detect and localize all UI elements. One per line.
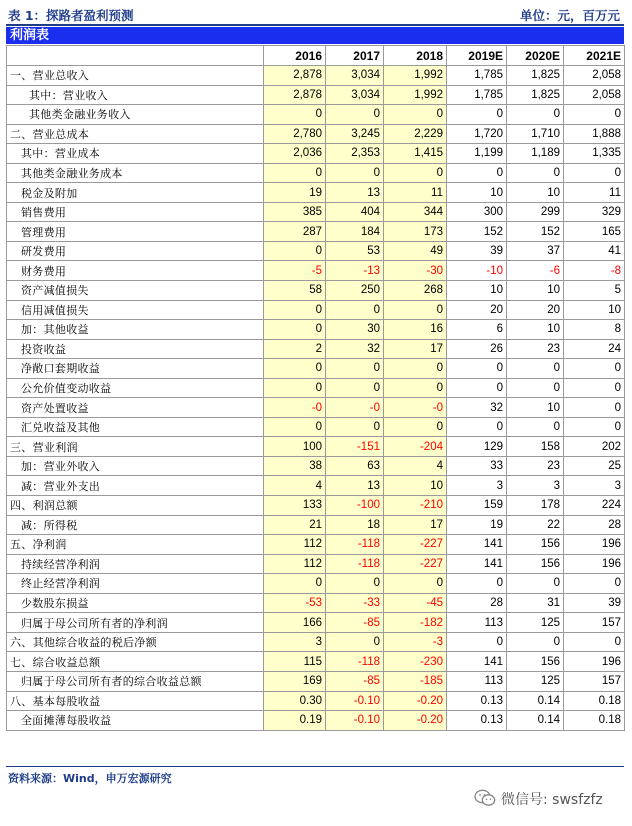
value-cell: 224 (564, 496, 625, 516)
value-cell: 0.19 (264, 711, 326, 731)
table-row (7, 417, 625, 437)
value-cell: -30 (384, 261, 447, 281)
value-cell: 0 (384, 359, 447, 379)
value-cell: 3 (447, 476, 507, 496)
row-label: 投资收益 (7, 339, 264, 359)
value-cell: 0 (326, 632, 384, 652)
value-cell: 8 (564, 320, 625, 340)
table-row (7, 456, 625, 476)
value-cell: -0.20 (384, 691, 447, 711)
value-cell: 20 (447, 300, 507, 320)
value-cell: 0.14 (507, 691, 564, 711)
value-cell: 0 (326, 300, 384, 320)
source-note: 资料来源：Wind，申万宏源研究 (8, 772, 172, 785)
value-cell: 202 (564, 437, 625, 457)
value-cell: 125 (507, 671, 564, 691)
value-cell: 141 (447, 535, 507, 555)
value-cell: 329 (564, 202, 625, 222)
value-cell: 0 (447, 163, 507, 183)
row-label: 加：营业外收入 (7, 456, 264, 476)
row-label: 减：所得税 (7, 515, 264, 535)
value-cell: 17 (384, 515, 447, 535)
row-label: 四、利润总额 (7, 496, 264, 516)
table-row (7, 535, 625, 555)
table-row (7, 241, 625, 261)
value-cell: 0 (384, 378, 447, 398)
value-cell: 1,825 (507, 85, 564, 105)
value-cell: 0 (564, 398, 625, 418)
value-cell: -227 (384, 554, 447, 574)
value-cell: 133 (264, 496, 326, 516)
value-cell: 404 (326, 202, 384, 222)
table-row (7, 378, 625, 398)
value-cell: 1,720 (447, 124, 507, 144)
value-cell: 0 (384, 163, 447, 183)
value-cell: -3 (384, 632, 447, 652)
table-row (7, 691, 625, 711)
row-label: 研发费用 (7, 241, 264, 261)
value-cell: 0 (264, 105, 326, 125)
table-row (7, 711, 625, 731)
value-cell: 0 (507, 359, 564, 379)
value-cell: 157 (564, 671, 625, 691)
value-cell: -151 (326, 437, 384, 457)
value-cell: 113 (447, 671, 507, 691)
value-cell: 26 (447, 339, 507, 359)
value-cell: -182 (384, 613, 447, 633)
value-cell: 196 (564, 554, 625, 574)
wechat-icon (474, 789, 496, 807)
value-cell: 31 (507, 593, 564, 613)
value-cell: 0 (447, 359, 507, 379)
value-cell: 0.13 (447, 711, 507, 731)
table-row (7, 554, 625, 574)
value-cell: 41 (564, 241, 625, 261)
table-row (7, 476, 625, 496)
value-cell: 13 (326, 476, 384, 496)
value-cell: 385 (264, 202, 326, 222)
row-label: 八、基本每股收益 (7, 691, 264, 711)
table-row (7, 515, 625, 535)
value-cell: 0 (564, 105, 625, 125)
value-cell: 23 (507, 456, 564, 476)
value-cell: 158 (507, 437, 564, 457)
value-cell: 0 (564, 359, 625, 379)
row-label: 其他类金融业务收入 (7, 105, 264, 125)
section-title: 利润表 (10, 28, 50, 43)
row-label: 七、综合收益总额 (7, 652, 264, 672)
value-cell: 299 (507, 202, 564, 222)
value-cell: 10 (507, 183, 564, 203)
value-cell: 28 (564, 515, 625, 535)
value-cell: 250 (326, 281, 384, 301)
footer-divider (6, 766, 624, 767)
value-cell: 0 (264, 163, 326, 183)
value-cell: 156 (507, 652, 564, 672)
value-cell: 125 (507, 613, 564, 633)
unit-label: 单位：元，百万元 (519, 8, 620, 23)
value-cell: 30 (326, 320, 384, 340)
value-cell: 37 (507, 241, 564, 261)
value-cell: 3,034 (326, 85, 384, 105)
value-cell: 141 (447, 554, 507, 574)
value-cell: -0.10 (326, 691, 384, 711)
value-cell: 0 (507, 378, 564, 398)
row-label: 其中：营业收入 (7, 85, 264, 105)
value-cell: 0 (264, 300, 326, 320)
value-cell: 0 (326, 359, 384, 379)
value-cell: 10 (447, 183, 507, 203)
row-label: 终止经营净利润 (7, 574, 264, 594)
value-cell: 10 (564, 300, 625, 320)
value-cell: 157 (564, 613, 625, 633)
value-cell: 184 (326, 222, 384, 242)
value-cell: 39 (447, 241, 507, 261)
table-row (7, 339, 625, 359)
value-cell: 0 (264, 320, 326, 340)
table-row (7, 222, 625, 242)
value-cell: -85 (326, 613, 384, 633)
value-cell: 2,036 (264, 144, 326, 164)
header-cell-year: 2019E (447, 46, 507, 66)
value-cell: -8 (564, 261, 625, 281)
value-cell: -230 (384, 652, 447, 672)
row-label: 五、净利润 (7, 535, 264, 555)
table-row (7, 300, 625, 320)
table-row (7, 671, 625, 691)
row-label: 三、营业利润 (7, 437, 264, 457)
value-cell: 18 (326, 515, 384, 535)
value-cell: 0 (264, 359, 326, 379)
value-cell: 10 (384, 476, 447, 496)
value-cell: 1,888 (564, 124, 625, 144)
table-header-row (7, 46, 625, 66)
value-cell: 0 (507, 163, 564, 183)
value-cell: 3,245 (326, 124, 384, 144)
table-row (7, 66, 625, 86)
table-row (7, 163, 625, 183)
row-label: 信用减值损失 (7, 300, 264, 320)
value-cell: 49 (384, 241, 447, 261)
value-cell: 196 (564, 535, 625, 555)
value-cell: 23 (507, 339, 564, 359)
value-cell: 19 (264, 183, 326, 203)
table-row (7, 632, 625, 652)
value-cell: -53 (264, 593, 326, 613)
table-header (6, 2, 624, 24)
value-cell: 2,058 (564, 66, 625, 86)
value-cell: -185 (384, 671, 447, 691)
value-cell: 0 (447, 105, 507, 125)
value-cell: 0 (326, 163, 384, 183)
value-cell: 11 (384, 183, 447, 203)
value-cell: 112 (264, 554, 326, 574)
value-cell: -0 (384, 398, 447, 418)
value-cell: 17 (384, 339, 447, 359)
value-cell: 0 (264, 574, 326, 594)
table-row (7, 183, 625, 203)
value-cell: 4 (264, 476, 326, 496)
value-cell: 300 (447, 202, 507, 222)
table-row (7, 281, 625, 301)
value-cell: 141 (447, 652, 507, 672)
value-cell: 268 (384, 281, 447, 301)
value-cell: 0 (384, 417, 447, 437)
table-row (7, 144, 625, 164)
value-cell: -0 (326, 398, 384, 418)
value-cell: 0 (507, 105, 564, 125)
value-cell: 4 (384, 456, 447, 476)
table-row (7, 261, 625, 281)
value-cell: 0 (447, 574, 507, 594)
row-label: 加：其他收益 (7, 320, 264, 340)
value-cell: 100 (264, 437, 326, 457)
value-cell: 33 (447, 456, 507, 476)
value-cell: 3 (507, 476, 564, 496)
value-cell: -5 (264, 261, 326, 281)
value-cell: 1,825 (507, 66, 564, 86)
value-cell: 113 (447, 613, 507, 633)
row-label: 汇兑收益及其他 (7, 417, 264, 437)
value-cell: 10 (507, 281, 564, 301)
value-cell: 0 (564, 574, 625, 594)
value-cell: 159 (447, 496, 507, 516)
table-row (7, 574, 625, 594)
value-cell: 165 (564, 222, 625, 242)
value-cell: 1,710 (507, 124, 564, 144)
value-cell: -33 (326, 593, 384, 613)
value-cell: -0 (264, 398, 326, 418)
value-cell: 16 (384, 320, 447, 340)
value-cell: 152 (507, 222, 564, 242)
value-cell: 0 (264, 378, 326, 398)
value-cell: 1,992 (384, 66, 447, 86)
value-cell: 173 (384, 222, 447, 242)
value-cell: 0 (447, 417, 507, 437)
row-label: 公允价值变动收益 (7, 378, 264, 398)
value-cell: 112 (264, 535, 326, 555)
value-cell: 2,229 (384, 124, 447, 144)
value-cell: -118 (326, 535, 384, 555)
value-cell: 3 (564, 476, 625, 496)
table-row (7, 105, 625, 125)
value-cell: 166 (264, 613, 326, 633)
value-cell: 0.14 (507, 711, 564, 731)
value-cell: 1,335 (564, 144, 625, 164)
row-label: 一、营业总收入 (7, 66, 264, 86)
value-cell: 21 (264, 515, 326, 535)
value-cell: 2 (264, 339, 326, 359)
value-cell: 0 (384, 574, 447, 594)
value-cell: 11 (564, 183, 625, 203)
value-cell: 0 (447, 632, 507, 652)
value-cell: 169 (264, 671, 326, 691)
value-cell: 0 (564, 163, 625, 183)
value-cell: 3 (264, 632, 326, 652)
table-body (7, 66, 625, 731)
value-cell: 10 (507, 320, 564, 340)
value-cell: 156 (507, 554, 564, 574)
value-cell: 13 (326, 183, 384, 203)
value-cell: 3,034 (326, 66, 384, 86)
table-row (7, 85, 625, 105)
value-cell: 115 (264, 652, 326, 672)
table-row (7, 320, 625, 340)
value-cell: 2,353 (326, 144, 384, 164)
row-label: 净敞口套期收益 (7, 359, 264, 379)
value-cell: 1,785 (447, 85, 507, 105)
value-cell: 1,415 (384, 144, 447, 164)
value-cell: 0 (264, 417, 326, 437)
value-cell: 53 (326, 241, 384, 261)
value-cell: 0.30 (264, 691, 326, 711)
value-cell: 25 (564, 456, 625, 476)
value-cell: 39 (564, 593, 625, 613)
value-cell: 0 (564, 632, 625, 652)
value-cell: 0 (564, 378, 625, 398)
row-label: 归属于母公司所有者的综合收益总额 (7, 671, 264, 691)
value-cell: 1,189 (507, 144, 564, 164)
value-cell: 0 (326, 574, 384, 594)
value-cell: -227 (384, 535, 447, 555)
value-cell: 0 (326, 105, 384, 125)
table-row (7, 496, 625, 516)
value-cell: 0 (264, 241, 326, 261)
value-cell: 0.13 (447, 691, 507, 711)
header-cell-year: 2016 (264, 46, 326, 66)
header-cell-year: 2017 (326, 46, 384, 66)
value-cell: 156 (507, 535, 564, 555)
table-row (7, 359, 625, 379)
value-cell: 22 (507, 515, 564, 535)
value-cell: 2,878 (264, 66, 326, 86)
section-band (6, 27, 624, 44)
value-cell: 2,058 (564, 85, 625, 105)
header-cell-year: 2018 (384, 46, 447, 66)
value-cell: 344 (384, 202, 447, 222)
row-label: 税金及附加 (7, 183, 264, 203)
income-statement-table (6, 45, 625, 731)
row-label: 归属于母公司所有者的净利润 (7, 613, 264, 633)
table-row (7, 593, 625, 613)
row-label: 销售费用 (7, 202, 264, 222)
value-cell: 0 (384, 105, 447, 125)
value-cell: -0.20 (384, 711, 447, 731)
value-cell: 63 (326, 456, 384, 476)
value-cell: 2,878 (264, 85, 326, 105)
value-cell: -10 (447, 261, 507, 281)
wechat-id: 微信号: swsfzfz (501, 792, 603, 808)
value-cell: 2,780 (264, 124, 326, 144)
value-cell: 178 (507, 496, 564, 516)
table-row (7, 437, 625, 457)
value-cell: -204 (384, 437, 447, 457)
row-label: 减：营业外支出 (7, 476, 264, 496)
value-cell: -13 (326, 261, 384, 281)
value-cell: 0 (384, 300, 447, 320)
value-cell: 0 (507, 574, 564, 594)
value-cell: 32 (326, 339, 384, 359)
row-label: 管理费用 (7, 222, 264, 242)
row-label: 其他类金融业务成本 (7, 163, 264, 183)
value-cell: 38 (264, 456, 326, 476)
value-cell: -45 (384, 593, 447, 613)
header-divider (6, 24, 624, 26)
value-cell: -210 (384, 496, 447, 516)
value-cell: 0 (326, 417, 384, 437)
table-row (7, 202, 625, 222)
table-row (7, 652, 625, 672)
value-cell: 1,785 (447, 66, 507, 86)
value-cell: 5 (564, 281, 625, 301)
value-cell: -0.10 (326, 711, 384, 731)
value-cell: -85 (326, 671, 384, 691)
value-cell: 19 (447, 515, 507, 535)
value-cell: 0 (564, 417, 625, 437)
value-cell: 10 (447, 281, 507, 301)
header-cell-item (7, 46, 264, 66)
row-label: 其中：营业成本 (7, 144, 264, 164)
table-title: 表 1：探路者盈利预测 (8, 8, 134, 23)
row-label: 少数股东损益 (7, 593, 264, 613)
value-cell: 129 (447, 437, 507, 457)
value-cell: 32 (447, 398, 507, 418)
value-cell: 0 (507, 632, 564, 652)
value-cell: 196 (564, 652, 625, 672)
row-label: 财务费用 (7, 261, 264, 281)
value-cell: -118 (326, 652, 384, 672)
table-row (7, 124, 625, 144)
row-label: 资产减值损失 (7, 281, 264, 301)
value-cell: 287 (264, 222, 326, 242)
header-cell-year: 2021E (564, 46, 625, 66)
table-row (7, 613, 625, 633)
value-cell: 58 (264, 281, 326, 301)
value-cell: 28 (447, 593, 507, 613)
value-cell: 0 (507, 417, 564, 437)
value-cell: 152 (447, 222, 507, 242)
row-label: 资产处置收益 (7, 398, 264, 418)
header-cell-year: 2020E (507, 46, 564, 66)
value-cell: -118 (326, 554, 384, 574)
value-cell: 20 (507, 300, 564, 320)
row-label: 六、其他综合收益的税后净额 (7, 632, 264, 652)
row-label: 持续经营净利润 (7, 554, 264, 574)
value-cell: -6 (507, 261, 564, 281)
value-cell: -100 (326, 496, 384, 516)
row-label: 二、营业总成本 (7, 124, 264, 144)
value-cell: 1,992 (384, 85, 447, 105)
value-cell: 24 (564, 339, 625, 359)
value-cell: 0.18 (564, 711, 625, 731)
row-label: 全面摊薄每股收益 (7, 711, 264, 731)
value-cell: 0.18 (564, 691, 625, 711)
value-cell: 10 (507, 398, 564, 418)
value-cell: 0 (326, 378, 384, 398)
table-row (7, 398, 625, 418)
value-cell: 1,199 (447, 144, 507, 164)
value-cell: 6 (447, 320, 507, 340)
value-cell: 0 (447, 378, 507, 398)
